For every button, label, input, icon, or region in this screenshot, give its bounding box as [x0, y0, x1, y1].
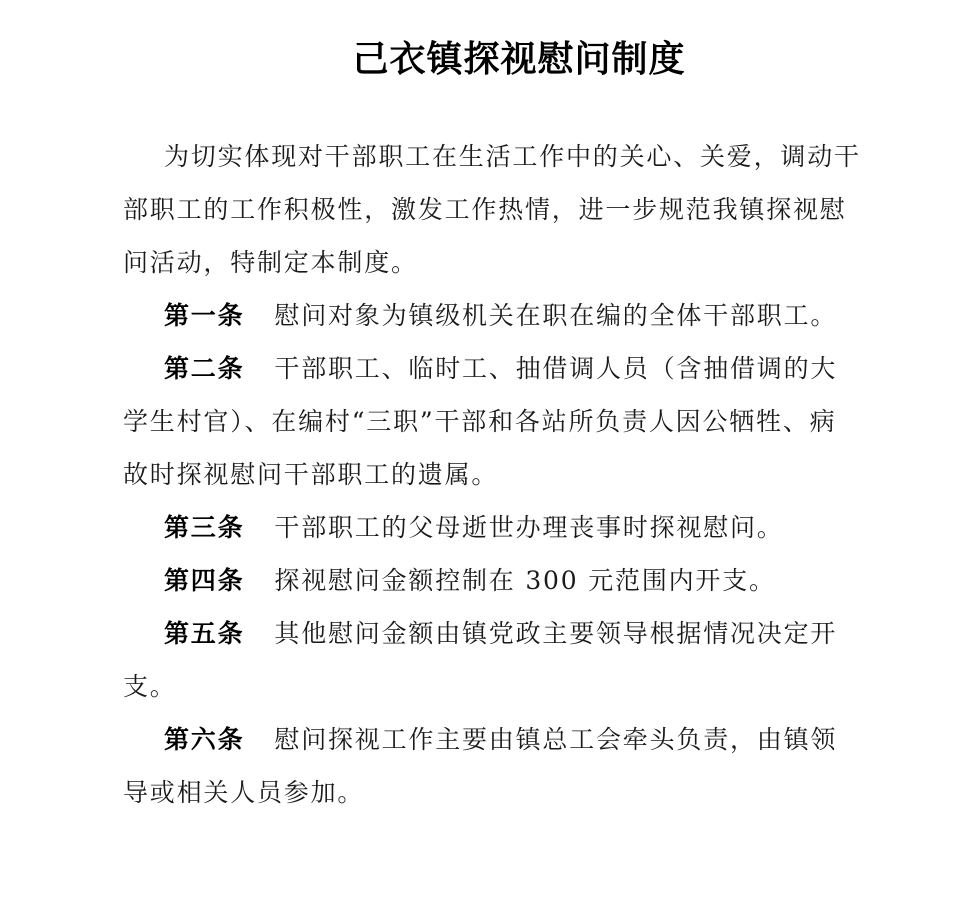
article-text: 其他慰问金额由镇党政主要领导根据情况决定开支。: [123, 619, 838, 701]
article-label: 第四条: [164, 566, 245, 595]
article-text: 干部职工、临时工、抽借调人员（含抽借调的大学生村官）、在编村“三职”干部和各站所负责人因公牺牲、病故时探视慰问干部职工的遗属。: [123, 354, 838, 489]
article-paragraph: [123, 342, 863, 501]
article-text: 慰问对象为镇级机关在职在编的全体干部职工。: [274, 301, 838, 330]
article-label: 第五条: [164, 619, 245, 648]
article-label: 第六条: [164, 725, 245, 754]
article-paragraph: [123, 713, 863, 819]
document-title: 己衣镇探视慰问制度: [352, 39, 686, 80]
article-text: 慰问探视工作主要由镇总工会牵头负责，由镇领导或相关人员参加。: [123, 725, 838, 807]
article-paragraph: [123, 289, 863, 342]
article-text: 探视慰问金额控制在 300 元范围内开支。: [274, 566, 776, 595]
article-paragraph: [123, 607, 863, 713]
article-paragraph: [123, 501, 863, 554]
intro-paragraph: 为切实体现对干部职工在生活工作中的关心、关爱，调动干部职工的工作积极性，激发工作热情，进一步规范我镇探视慰问活动，特制定本制度。: [123, 142, 861, 277]
article-label: 第二条: [164, 354, 245, 383]
article-label: 第三条: [164, 513, 245, 542]
article-paragraph: [123, 554, 863, 607]
document-body: [123, 130, 863, 819]
article-label: 第一条: [164, 301, 245, 330]
article-text: 干部职工的父母逝世办理丧事时探视慰问。: [274, 513, 784, 542]
